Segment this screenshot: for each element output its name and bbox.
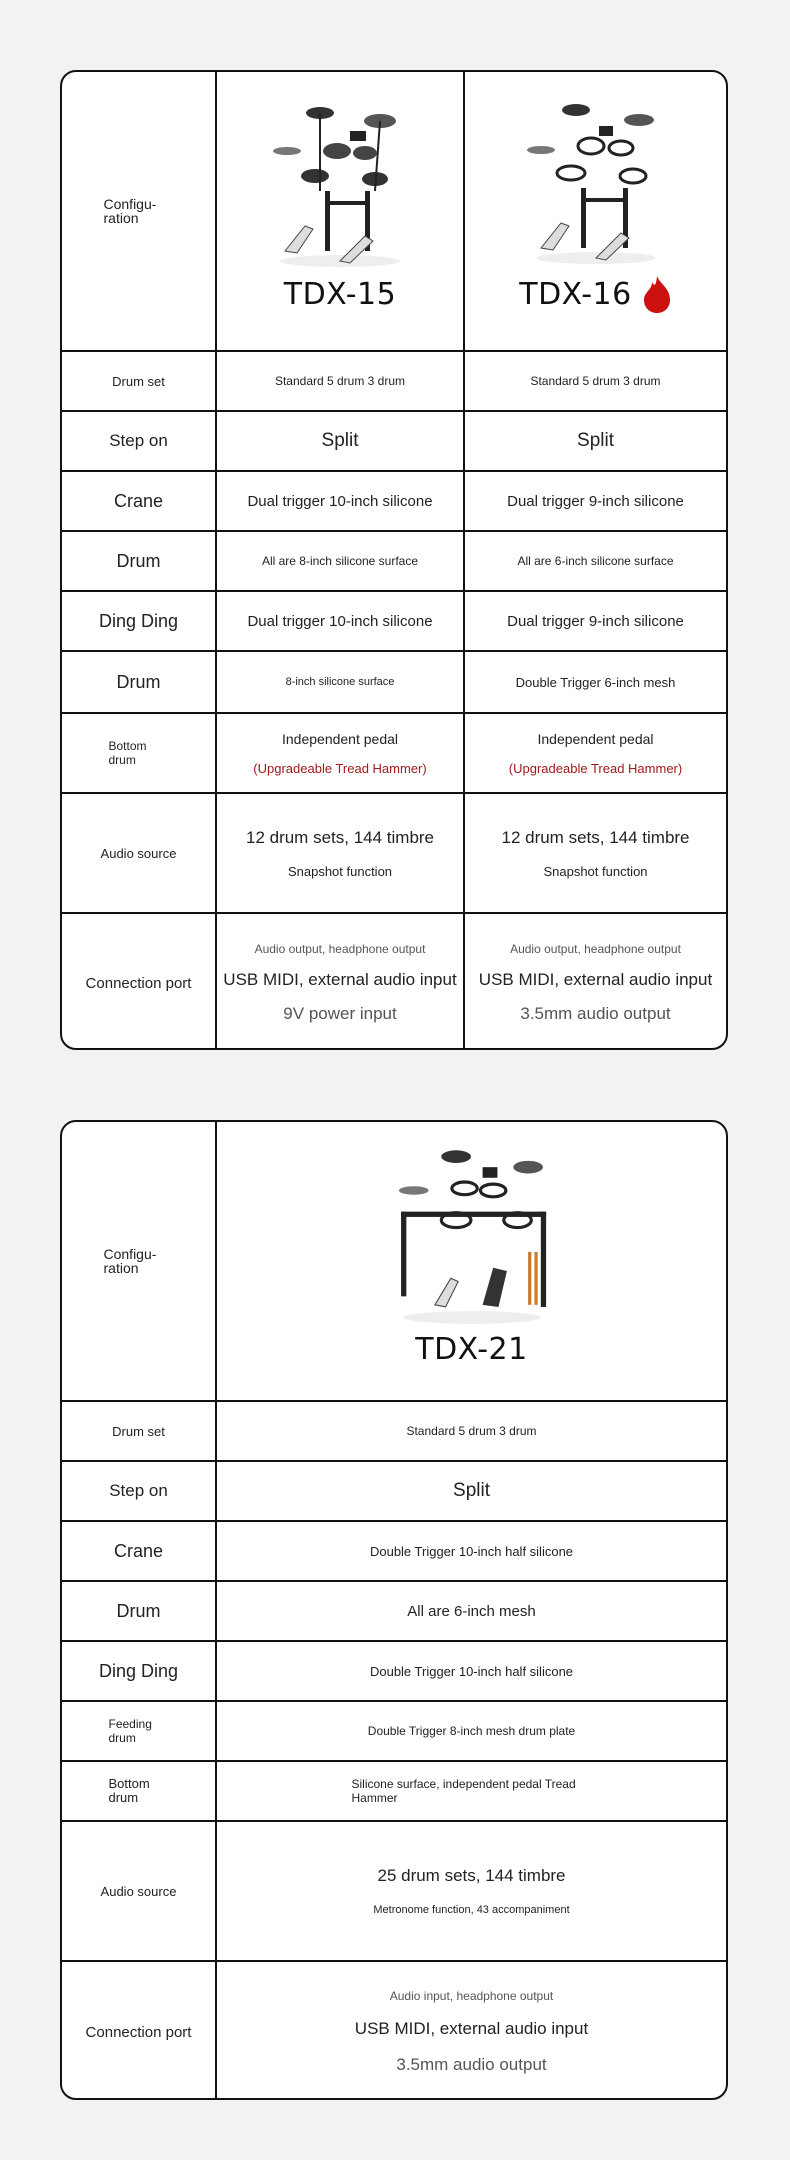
- cell-line: Independent pedal: [282, 730, 398, 747]
- spec-table-tdx21: [60, 1120, 728, 2100]
- row-label: Ding Ding: [62, 1642, 217, 1700]
- model-cell-tdx21: [217, 1122, 726, 1400]
- comparison-table-tdx15-tdx16: [60, 70, 728, 1050]
- row-label: Configu- ration: [103, 196, 157, 226]
- cell-value: [465, 714, 726, 792]
- row-label: Connection port: [62, 1962, 217, 2100]
- cell-value: [465, 794, 726, 912]
- drum-kit-image: [387, 1146, 557, 1326]
- row-label: Crane: [62, 472, 217, 530]
- row-label-cell: [62, 72, 217, 350]
- cell-line: 3.5mm audio output: [396, 2055, 547, 2074]
- table-row: [62, 590, 726, 650]
- row-label: Configu- ration: [103, 1246, 157, 1276]
- cell-line: USB MIDI, external audio input: [223, 970, 457, 989]
- cell-value: [217, 794, 465, 912]
- cell-line: Metronome function, 43 accompaniment: [373, 1904, 570, 1916]
- row-label: Step on: [62, 412, 217, 470]
- model-cell-tdx15: [217, 72, 465, 350]
- cell-value: All are 6-inch silicone surface: [517, 554, 674, 568]
- cell-value: Dual trigger 9-inch silicone: [507, 492, 684, 510]
- cell-line: 25 drum sets, 144 timbre: [377, 1866, 566, 1885]
- table-row: [62, 712, 726, 792]
- cell-value: Dual trigger 10-inch silicone: [217, 592, 465, 650]
- cell-value: Silicone surface, independent pedal Tread Hammer: [351, 1777, 576, 1805]
- row-label: Bottom drum: [108, 739, 147, 767]
- model-name-tdx21: TDX-21: [415, 1331, 528, 1367]
- row-label-cell: [62, 1702, 217, 1760]
- cell-line: 3.5mm audio output: [520, 1004, 671, 1023]
- cell-value: Split: [453, 1480, 490, 1501]
- table-row: [62, 1520, 726, 1580]
- model-name-row: [519, 274, 671, 314]
- cell-value: Split: [217, 412, 465, 470]
- hot-flame-icon: [642, 274, 672, 314]
- table-row: [62, 1580, 726, 1640]
- table-row: [62, 1960, 726, 2100]
- cell-line: Audio output, headphone output: [510, 942, 681, 956]
- table-row: [62, 410, 726, 470]
- cell-line: Snapshot function: [543, 863, 648, 879]
- table-row: [62, 1820, 726, 1960]
- cell-line: USB MIDI, external audio input: [354, 2019, 589, 2038]
- drum-kit-image: [265, 101, 415, 271]
- table-row: [62, 912, 726, 1050]
- cell-value: Double Trigger 6-inch mesh: [515, 674, 676, 690]
- cell-value: Dual trigger 10-inch silicone: [217, 472, 465, 530]
- model-cell-tdx16: [465, 72, 726, 350]
- row-label: Crane: [62, 1522, 217, 1580]
- cell-value: Double Trigger 10-inch half silicone: [369, 1663, 574, 1679]
- table-row: [62, 1640, 726, 1700]
- table-row: [62, 530, 726, 590]
- cell-value: All are 8-inch silicone surface: [217, 532, 465, 590]
- table-row-configuration: [62, 72, 726, 350]
- row-label: Feeding drum: [108, 1717, 152, 1745]
- cell-line: Audio input, headphone output: [389, 1989, 554, 2003]
- row-label: Audio source: [62, 1822, 217, 1960]
- row-label: Audio source: [62, 794, 217, 912]
- row-label: Drum set: [62, 1402, 217, 1460]
- row-label: Drum set: [62, 352, 217, 410]
- cell-value: Dual trigger 9-inch silicone: [507, 612, 684, 630]
- table-row: [62, 1400, 726, 1460]
- table-row: [62, 350, 726, 410]
- table-row: [62, 1700, 726, 1760]
- cell-value: Double Trigger 8-inch mesh drum plate: [367, 1724, 576, 1738]
- model-name-tdx15: TDX-15: [283, 276, 397, 312]
- row-label: Drum: [62, 532, 217, 590]
- cell-value: All are 6-inch mesh: [407, 1602, 536, 1620]
- table-row: [62, 650, 726, 712]
- cell-value: [465, 914, 726, 1050]
- cell-value: 8-inch silicone surface: [217, 652, 465, 712]
- cell-value: Standard 5 drum 3 drum: [530, 374, 661, 388]
- cell-line: 12 drum sets, 144 timbre: [245, 827, 435, 847]
- cell-value: Double Trigger 10-inch half silicone: [369, 1543, 574, 1559]
- row-label: Drum: [62, 652, 217, 712]
- cell-line-highlight: (Upgradeable Tread Hammer): [253, 760, 427, 776]
- cell-line-highlight: (Upgradeable Tread Hammer): [508, 760, 683, 776]
- cell-line: Independent pedal: [537, 730, 654, 747]
- row-label: Step on: [62, 1462, 217, 1520]
- cell-value: [217, 914, 465, 1050]
- cell-line: USB MIDI, external audio input: [478, 970, 713, 989]
- drum-kit-image: [521, 98, 671, 268]
- cell-line: Audio output, headphone output: [254, 942, 426, 956]
- row-label: Bottom drum: [108, 1776, 150, 1805]
- cell-value: Standard 5 drum 3 drum: [406, 1424, 537, 1438]
- cell-value: Split: [577, 430, 614, 451]
- table-row-configuration: [62, 1122, 726, 1400]
- row-label-cell: [62, 714, 217, 792]
- table-row: [62, 792, 726, 912]
- cell-value: Standard 5 drum 3 drum: [217, 352, 465, 410]
- cell-value: [217, 714, 465, 792]
- cell-line: Snapshot function: [287, 863, 393, 879]
- cell-value-wrap: [217, 1762, 726, 1820]
- table-row: [62, 1760, 726, 1820]
- row-label: Connection port: [62, 914, 217, 1050]
- row-label-cell: [62, 1762, 217, 1820]
- model-name-tdx16: TDX-16: [519, 276, 632, 312]
- row-label: Ding Ding: [62, 592, 217, 650]
- row-label: Drum: [62, 1582, 217, 1640]
- table-row: [62, 470, 726, 530]
- cell-value: [217, 1962, 726, 2100]
- row-label-cell: [62, 1122, 217, 1400]
- cell-value: [217, 1822, 726, 1960]
- cell-line: 12 drum sets, 144 timbre: [501, 827, 690, 847]
- cell-line: 9V power input: [283, 1004, 397, 1023]
- table-row: [62, 1460, 726, 1520]
